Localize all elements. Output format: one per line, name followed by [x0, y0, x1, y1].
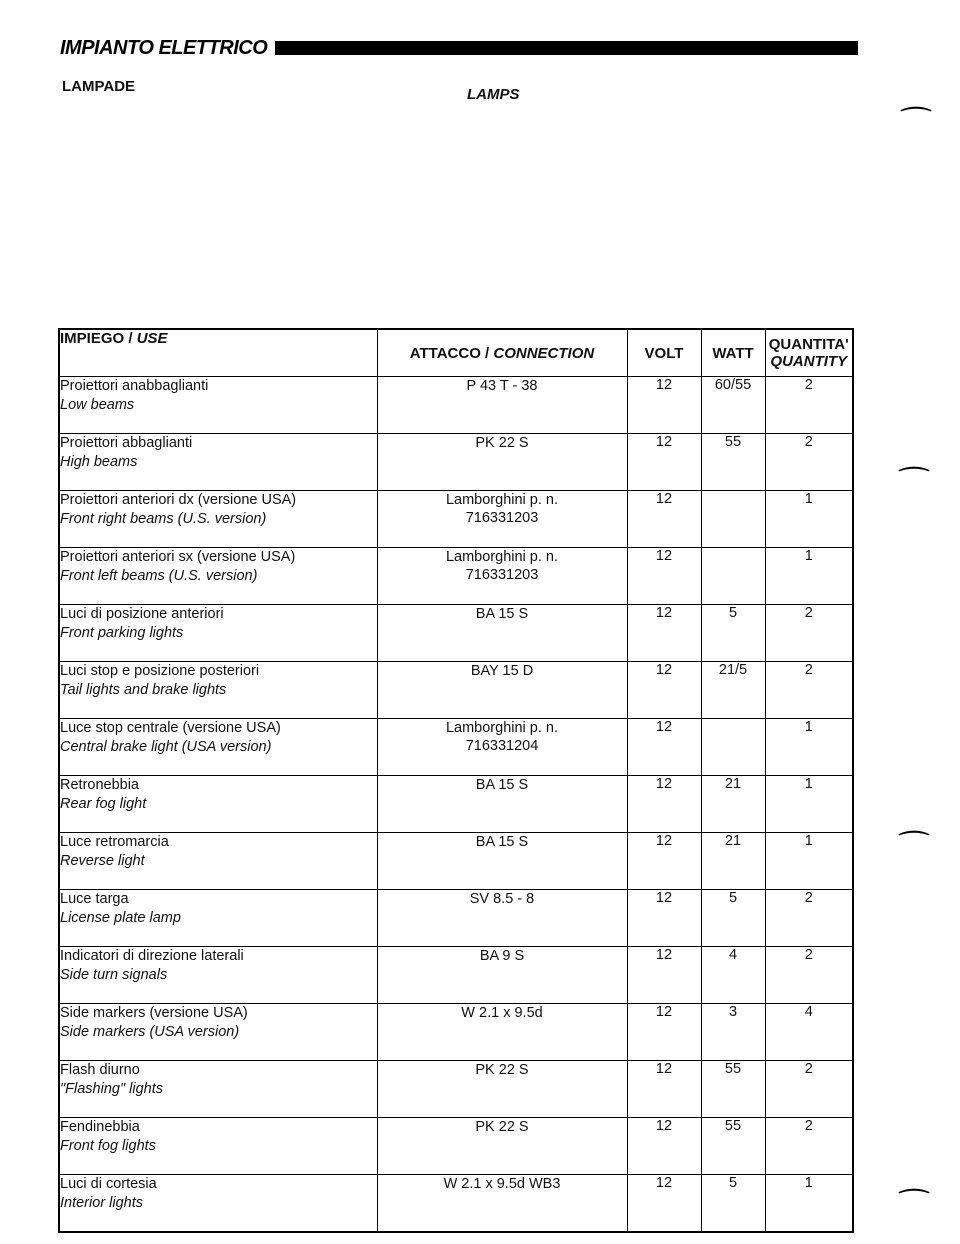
use-italian: Luci stop e posizione posteriori	[60, 663, 260, 679]
cell-volt: 12	[627, 548, 701, 605]
connection-line-2: 716331203	[465, 567, 539, 584]
table-row	[59, 548, 853, 605]
cell-watt	[701, 491, 765, 548]
cell-watt: 55	[701, 1118, 765, 1175]
use-english: Reverse light	[60, 853, 145, 870]
use-italian: Fendinebbia	[60, 1119, 140, 1135]
column-header-watt: WATT	[701, 329, 765, 377]
cell-connection	[377, 1061, 627, 1118]
table-row	[59, 1061, 853, 1118]
cell-use	[59, 719, 377, 776]
use-english: Low beams	[60, 397, 135, 414]
table-row	[59, 1118, 853, 1175]
connection-line-1: W 2.1 x 9.5d	[461, 1005, 543, 1021]
use-english: Side markers (USA version)	[60, 1024, 240, 1041]
connection-line-1: BA 15 S	[475, 834, 529, 850]
use-italian: Proiettori anteriori dx (versione USA)	[60, 492, 297, 508]
cell-connection	[377, 377, 627, 434]
connection-line-1: Lamborghini p. n.	[445, 549, 559, 565]
use-english: Front parking lights	[60, 625, 184, 642]
cell-quantity: 1	[765, 833, 853, 890]
use-english: Interior lights	[60, 1195, 144, 1212]
cell-volt: 12	[627, 377, 701, 434]
cell-connection	[377, 491, 627, 548]
cell-use	[59, 491, 377, 548]
table-row	[59, 719, 853, 776]
use-italian: Luci di cortesia	[60, 1176, 157, 1192]
connection-line-1: P 43 T - 38	[466, 378, 538, 394]
use-italian: Retronebbia	[60, 777, 139, 793]
use-english: Side turn signals	[60, 967, 168, 984]
use-english: Front right beams (U.S. version)	[60, 511, 267, 528]
connection-line-1: W 2.1 x 9.5d WB3	[443, 1176, 561, 1192]
cell-use	[59, 605, 377, 662]
cell-watt	[701, 719, 765, 776]
connection-line-1: BA 15 S	[475, 777, 529, 793]
cell-connection	[377, 1118, 627, 1175]
subtitle-italian: LAMPADE	[62, 78, 136, 95]
use-italian: Proiettori abbaglianti	[60, 435, 193, 451]
cell-use	[59, 548, 377, 605]
column-header-quantity: QUANTITA' QUANTITY	[765, 329, 853, 377]
cell-use	[59, 776, 377, 833]
cell-volt: 12	[627, 947, 701, 1004]
connection-line-1: PK 22 S	[475, 435, 529, 451]
cell-volt: 12	[627, 719, 701, 776]
cell-connection	[377, 662, 627, 719]
cell-use	[59, 890, 377, 947]
cell-connection	[377, 1175, 627, 1233]
connection-line-2: 716331203	[465, 510, 539, 527]
use-italian: Indicatori di direzione laterali	[60, 948, 244, 964]
cell-quantity: 1	[765, 776, 853, 833]
cell-watt: 60/55	[701, 377, 765, 434]
table-row	[59, 605, 853, 662]
cell-volt: 12	[627, 1175, 701, 1233]
connection-line-1: BA 9 S	[479, 948, 525, 964]
cell-watt: 5	[701, 605, 765, 662]
cell-quantity: 4	[765, 1004, 853, 1061]
table-row	[59, 1175, 853, 1233]
cell-watt: 3	[701, 1004, 765, 1061]
use-italian: Luce stop centrale (versione USA)	[60, 720, 281, 736]
table-row	[59, 434, 853, 491]
cell-watt: 55	[701, 1061, 765, 1118]
table-row	[59, 491, 853, 548]
cell-quantity: 2	[765, 605, 853, 662]
connection-line-1: PK 22 S	[475, 1119, 529, 1135]
cell-watt	[701, 548, 765, 605]
cell-quantity: 1	[765, 1175, 853, 1233]
cell-volt: 12	[627, 1118, 701, 1175]
cell-use	[59, 377, 377, 434]
use-italian: Flash diurno	[60, 1062, 140, 1078]
cell-use	[59, 947, 377, 1004]
cell-use	[59, 1118, 377, 1175]
connection-line-1: PK 22 S	[475, 1062, 529, 1078]
table-header-row	[59, 329, 853, 377]
cell-volt: 12	[627, 1061, 701, 1118]
use-english: High beams	[60, 454, 138, 471]
column-header-connection: ATTACCO / CONNECTION	[377, 329, 627, 377]
cell-connection	[377, 548, 627, 605]
use-italian: Luce targa	[60, 891, 129, 907]
connection-line-1: Lamborghini p. n.	[445, 720, 559, 736]
cell-quantity: 2	[765, 434, 853, 491]
cell-watt: 21	[701, 833, 765, 890]
cell-use	[59, 833, 377, 890]
cell-quantity: 2	[765, 377, 853, 434]
use-italian: Luce retromarcia	[60, 834, 169, 850]
use-english: Tail lights and brake lights	[60, 682, 227, 699]
cell-use	[59, 1004, 377, 1061]
cell-connection	[377, 719, 627, 776]
binding-mark: ⌒	[898, 1188, 930, 1213]
use-english: Central brake light (USA version)	[60, 739, 272, 756]
table-row	[59, 662, 853, 719]
cell-use	[59, 662, 377, 719]
cell-quantity: 2	[765, 947, 853, 1004]
use-english: Front fog lights	[60, 1138, 156, 1155]
cell-volt: 12	[627, 662, 701, 719]
cell-connection	[377, 947, 627, 1004]
cell-connection	[377, 605, 627, 662]
binding-mark: ⌒	[898, 466, 930, 491]
cell-connection	[377, 434, 627, 491]
table-row	[59, 833, 853, 890]
cell-quantity: 2	[765, 1118, 853, 1175]
binding-mark: ⌒	[900, 106, 932, 131]
use-english: Rear fog light	[60, 796, 147, 813]
cell-volt: 12	[627, 1004, 701, 1061]
cell-quantity: 2	[765, 890, 853, 947]
cell-volt: 12	[627, 434, 701, 491]
cell-quantity: 2	[765, 662, 853, 719]
cell-volt: 12	[627, 833, 701, 890]
table-row	[59, 947, 853, 1004]
connection-line-1: BAY 15 D	[470, 663, 534, 679]
cell-watt: 5	[701, 890, 765, 947]
cell-volt: 12	[627, 491, 701, 548]
cell-quantity: 2	[765, 1061, 853, 1118]
connection-line-1: BA 15 S	[475, 606, 529, 622]
subtitle-english: LAMPS	[467, 86, 520, 103]
cell-quantity: 1	[765, 491, 853, 548]
header-rule	[275, 41, 858, 55]
table-row	[59, 377, 853, 434]
table-row	[59, 776, 853, 833]
cell-use	[59, 1175, 377, 1233]
cell-use	[59, 434, 377, 491]
use-english: "Flashing" lights	[60, 1081, 163, 1098]
connection-line-2: 716331204	[465, 738, 539, 755]
table-row	[59, 890, 853, 947]
use-english: Front left beams (U.S. version)	[60, 568, 258, 585]
cell-watt: 4	[701, 947, 765, 1004]
use-italian: Proiettori anabbaglianti	[60, 378, 209, 394]
cell-connection	[377, 776, 627, 833]
use-english: License plate lamp	[60, 910, 181, 927]
cell-connection	[377, 1004, 627, 1061]
cell-watt: 21/5	[701, 662, 765, 719]
use-italian: Luci di posizione anteriori	[60, 606, 224, 622]
table-row	[59, 1004, 853, 1061]
cell-connection	[377, 833, 627, 890]
cell-volt: 12	[627, 890, 701, 947]
cell-volt: 12	[627, 605, 701, 662]
cell-use	[59, 1061, 377, 1118]
cell-connection	[377, 890, 627, 947]
connection-line-1: SV 8.5 - 8	[469, 891, 535, 907]
cell-watt: 5	[701, 1175, 765, 1233]
lamps-table	[58, 328, 854, 1233]
binding-mark: ⌒	[898, 830, 930, 855]
cell-quantity: 1	[765, 548, 853, 605]
cell-watt: 55	[701, 434, 765, 491]
cell-volt: 12	[627, 776, 701, 833]
cell-quantity: 1	[765, 719, 853, 776]
connection-line-1: Lamborghini p. n.	[445, 492, 559, 508]
column-header-use: IMPIEGO / USE	[59, 329, 377, 377]
section-header	[60, 36, 858, 60]
use-italian: Side markers (versione USA)	[60, 1005, 248, 1021]
section-title: IMPIANTO ELETTRICO	[60, 36, 268, 59]
column-header-volt: VOLT	[627, 329, 701, 377]
cell-watt: 21	[701, 776, 765, 833]
use-italian: Proiettori anteriori sx (versione USA)	[60, 549, 296, 565]
